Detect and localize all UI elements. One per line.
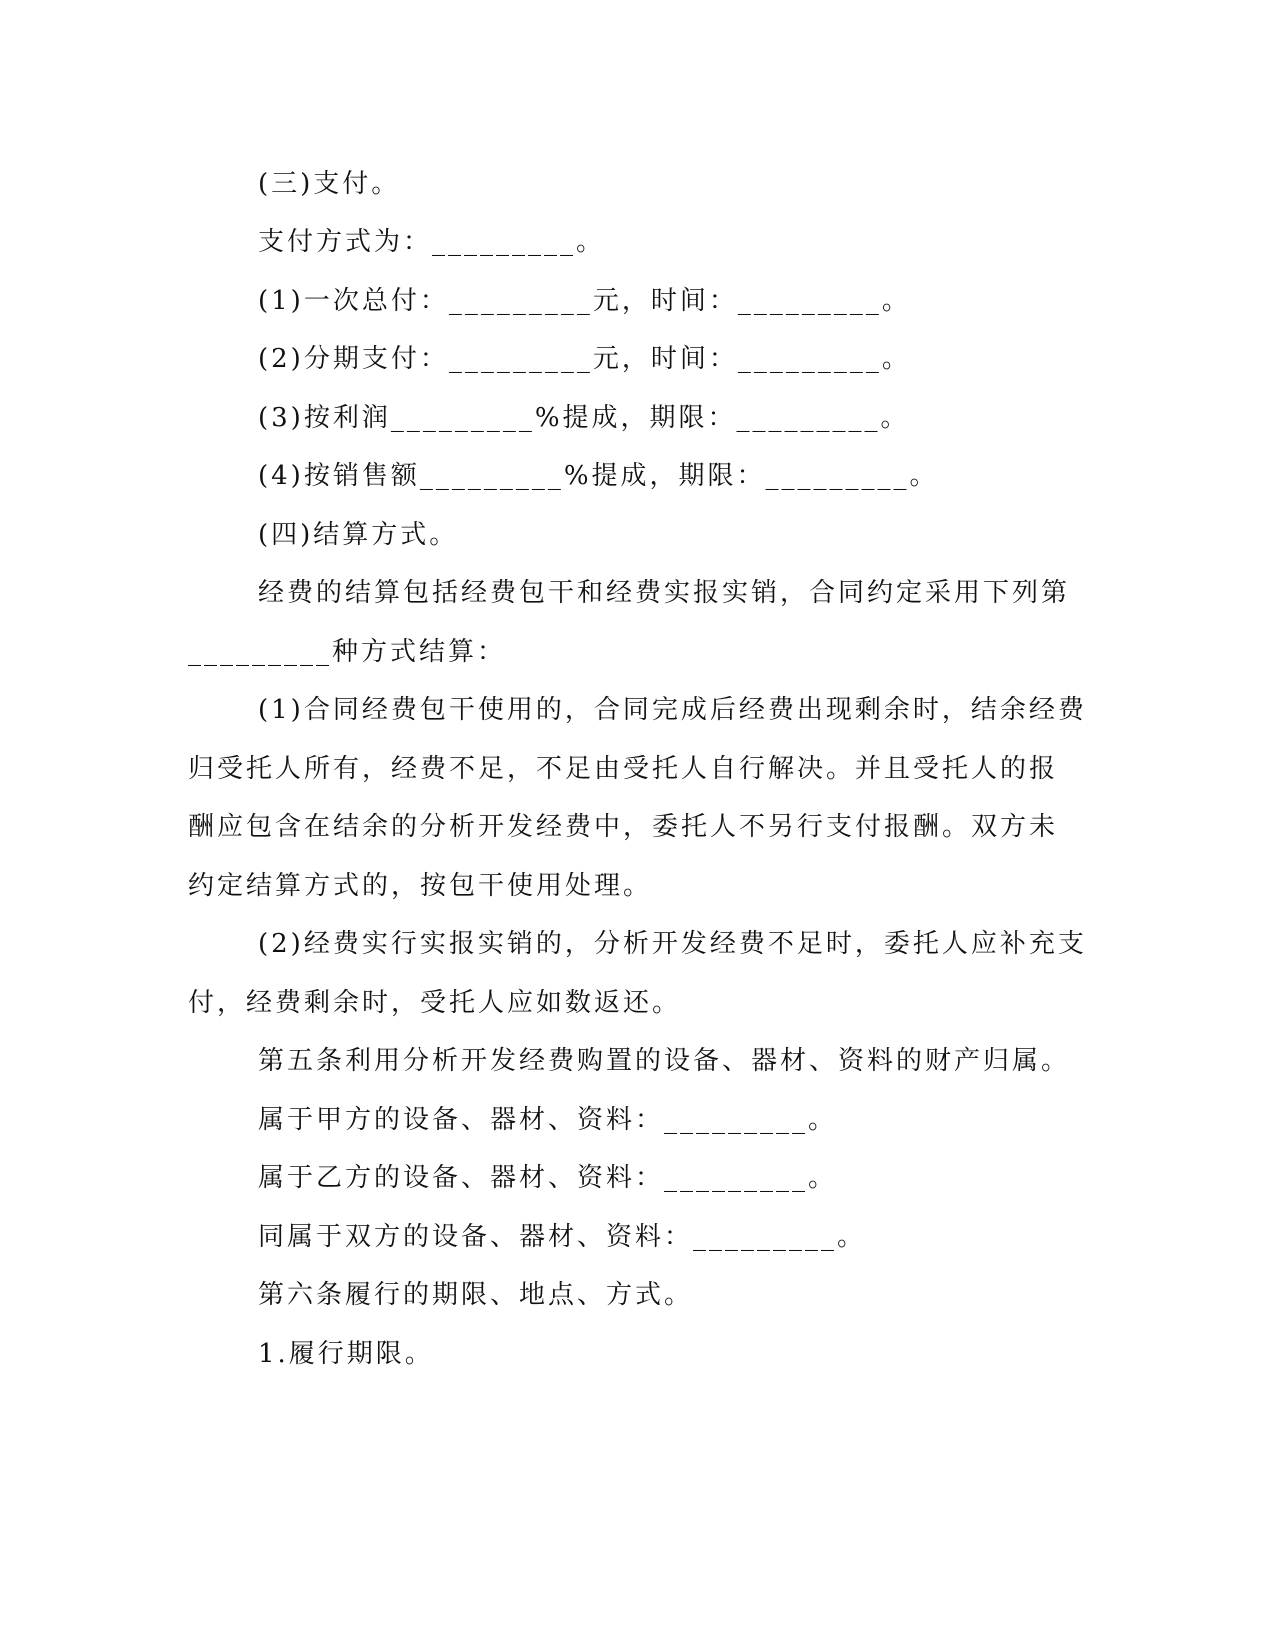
lump-sum-clause-line-4: 约定结算方式的，按包干使用处理。 — [188, 871, 653, 901]
section-payment-heading: (三)支付。 — [258, 169, 401, 199]
payment-method-line: 支付方式为：_________。 — [258, 227, 606, 257]
settlement-paragraph-line-1: 经费的结算包括经费包干和经费实报实销，合同约定采用下列第 — [258, 578, 1071, 608]
lump-sum-clause-line-3: 酬应包含在结余的分析开发经费中，委托人不另行支付报酬。双方未 — [188, 812, 1059, 842]
performance-period-heading: 1.履行期限。 — [258, 1339, 434, 1369]
settlement-paragraph-line-2: _________种方式结算： — [188, 637, 507, 667]
article-five-heading: 第五条利用分析开发经费购置的设备、器材、资料的财产归属。 — [258, 1046, 1071, 1076]
section-settlement-heading: (四)结算方式。 — [258, 520, 459, 550]
lump-sum-payment-line: (1)一次总付：_________元，时间：_________。 — [258, 286, 911, 316]
lump-sum-clause-line-1: (1)合同经费包干使用的，合同完成后经费出现剩余时，结余经费 — [258, 695, 1087, 725]
party-a-property-line: 属于甲方的设备、器材、资料：_________。 — [258, 1105, 838, 1135]
article-six-heading: 第六条履行的期限、地点、方式。 — [258, 1280, 694, 1310]
actual-expense-clause-line-1: (2)经费实行实报实销的，分析开发经费不足时，委托人应补充支 — [258, 929, 1087, 959]
actual-expense-clause-line-2: 付，经费剩余时，受托人应如数返还。 — [188, 988, 682, 1018]
profit-commission-line: (3)按利润_________%提成，期限：_________。 — [258, 403, 910, 433]
sales-commission-line: (4)按销售额_________%提成，期限：_________。 — [258, 461, 939, 491]
lump-sum-clause-line-2: 归受托人所有，经费不足，不足由受托人自行解决。并且受托人的报 — [188, 754, 1059, 784]
party-b-property-line: 属于乙方的设备、器材、资料：_________。 — [258, 1163, 838, 1193]
joint-property-line: 同属于双方的设备、器材、资料：_________。 — [258, 1222, 867, 1252]
installment-payment-line: (2)分期支付：_________元，时间：_________。 — [258, 344, 911, 374]
